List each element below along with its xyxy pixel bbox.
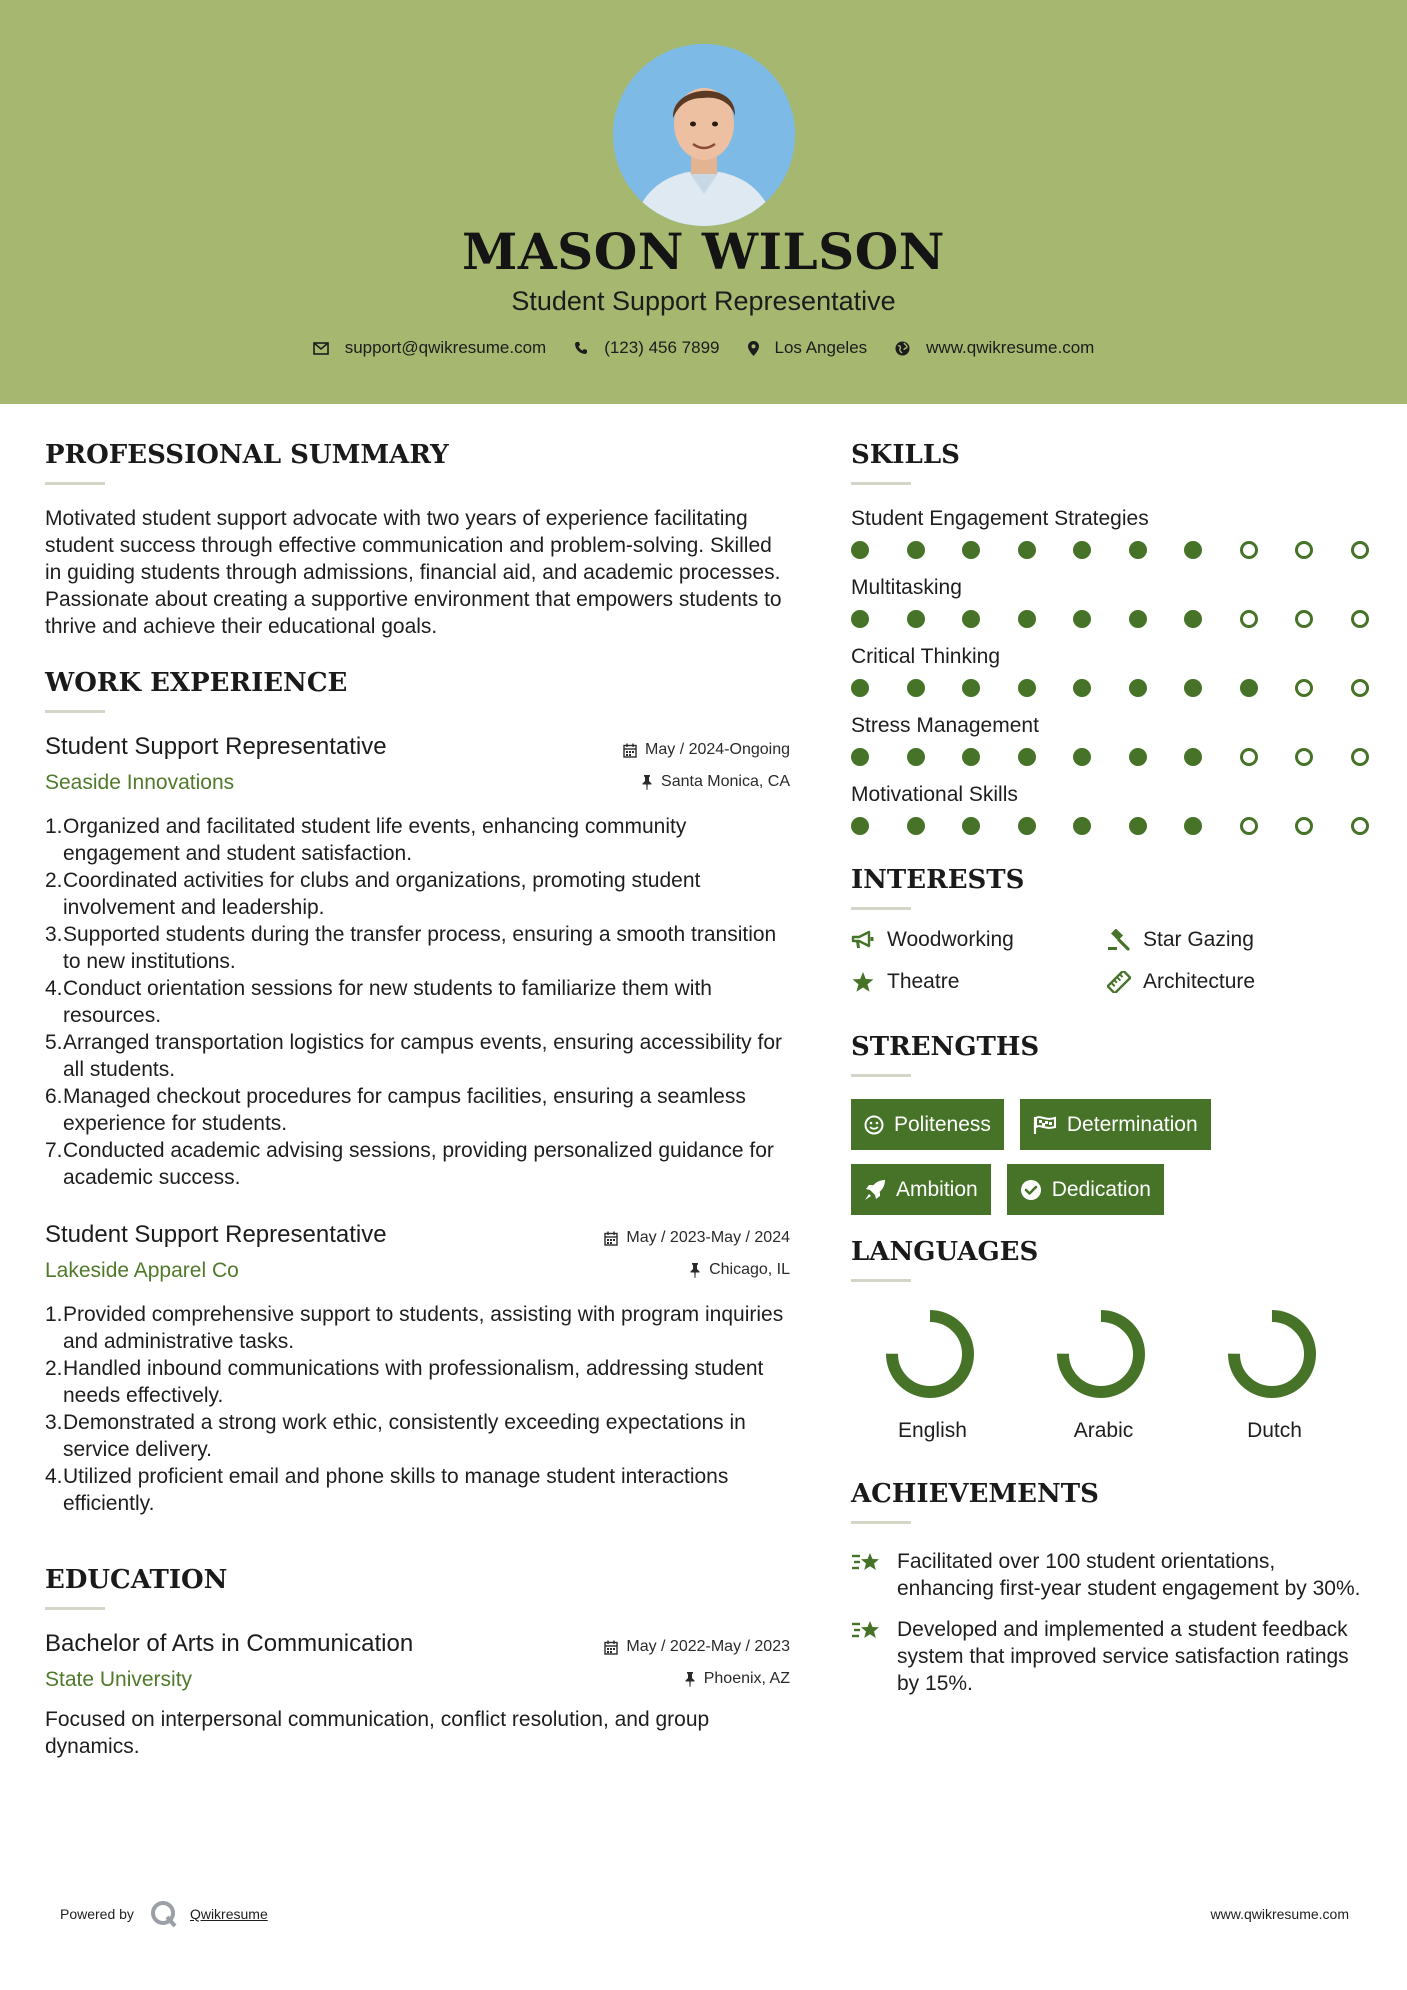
summary-section — [45, 440, 790, 640]
skill-name: Student Engagement Strategies — [851, 507, 1149, 530]
achievements-section — [851, 1479, 1371, 1697]
rating-dot-filled — [1018, 679, 1036, 697]
skill-rating — [851, 748, 1371, 766]
language-item — [851, 1306, 1022, 1443]
candidate-role: Student Support Representative — [511, 286, 896, 316]
rating-dot-filled — [907, 610, 925, 628]
strength-label: Ambition — [896, 1177, 978, 1201]
rating-dot-filled — [1129, 541, 1147, 559]
strength-badge — [851, 1164, 991, 1215]
rating-dot-empty — [1295, 541, 1313, 559]
strength-badge — [1007, 1164, 1164, 1215]
degree-title: Bachelor of Arts in Communication — [45, 1630, 414, 1657]
interest-label: Theatre — [887, 970, 960, 993]
rating-dot-filled — [851, 610, 869, 628]
language-label: English — [898, 1419, 967, 1442]
calendar-icon — [604, 1231, 618, 1246]
achievement-text: Developed and implemented a student feedback system that improved service satisfaction ratings by 15%. — [897, 1618, 1349, 1695]
globe-icon — [895, 341, 910, 356]
rating-dot-filled — [1129, 610, 1147, 628]
skill-name: Multitasking — [851, 576, 962, 599]
company-name: Lakeside Apparel Co — [45, 1259, 239, 1282]
rating-dot-filled — [1184, 610, 1202, 628]
contact-email[interactable] — [313, 338, 547, 358]
section-divider — [45, 482, 105, 485]
experience-section — [45, 668, 790, 1517]
language-level-arc — [1063, 1316, 1139, 1392]
rating-dot-filled — [851, 679, 869, 697]
skills-list — [851, 507, 1371, 835]
rating-dot-filled — [1184, 679, 1202, 697]
job-entry — [45, 733, 790, 1191]
rating-dot-filled — [907, 541, 925, 559]
education-location — [684, 1670, 790, 1688]
section-divider — [851, 907, 911, 910]
section-divider — [851, 1074, 911, 1077]
footer-powered-by — [60, 1900, 268, 1928]
gavel-icon — [1107, 929, 1131, 951]
rating-dot-empty — [1295, 679, 1313, 697]
job-location — [689, 1261, 790, 1279]
languages-title: LANGUAGES — [851, 1237, 1039, 1267]
skill-item — [851, 714, 1371, 766]
list-item: 4. Utilized proficient email and phone skills to manage student interactions efficiently. — [45, 1465, 729, 1515]
flag-icon — [1033, 1115, 1057, 1135]
job-title: Student Support Representative — [45, 1221, 387, 1248]
calendar-icon — [623, 743, 637, 758]
rating-dot-filled — [1018, 748, 1036, 766]
pushpin-icon — [689, 1263, 701, 1278]
skill-name: Motivational Skills — [851, 783, 1018, 806]
job-entry — [45, 1221, 790, 1517]
skill-item — [851, 783, 1371, 835]
strength-badge — [851, 1099, 1004, 1150]
strengths-title: STRENGTHS — [851, 1032, 1040, 1062]
education-description: Focused on interpersonal communication, conflict resolution, and group dynamics. — [45, 1708, 710, 1758]
rating-dot-filled — [962, 679, 980, 697]
rating-dot-filled — [1073, 610, 1091, 628]
job-location-text: Santa Monica, CA — [661, 773, 790, 790]
right-column — [851, 440, 1371, 1697]
job-dates — [604, 1229, 790, 1247]
ruler-icon — [1107, 971, 1131, 993]
language-level-arc — [1234, 1316, 1310, 1392]
job-dates — [623, 741, 790, 759]
rating-dot-filled — [1018, 817, 1036, 835]
job-dates-text: May / 2023-May / 2024 — [626, 1229, 790, 1246]
profile-photo — [613, 44, 795, 226]
left-column — [45, 440, 790, 1760]
qwikresume-logo-icon — [150, 1900, 178, 1928]
rating-dot-filled — [1129, 748, 1147, 766]
strength-badge — [1020, 1099, 1211, 1150]
rating-dot-filled — [907, 817, 925, 835]
strength-label: Determination — [1066, 1112, 1198, 1136]
achievements-title: ACHIEVEMENTS — [851, 1479, 1099, 1509]
shooting-star-icon — [851, 1550, 883, 1576]
section-divider — [851, 1279, 911, 1282]
rating-dot-filled — [1018, 610, 1036, 628]
rating-dot-filled — [1073, 679, 1091, 697]
company-name: Seaside Innovations — [45, 771, 235, 794]
rating-dot-filled — [1073, 817, 1091, 835]
phone-icon — [574, 341, 588, 355]
languages-list — [851, 1306, 1371, 1443]
footer-website[interactable]: www.qwikresume.com — [1210, 1906, 1349, 1922]
summary-title: PROFESSIONAL SUMMARY — [45, 440, 449, 470]
person-illustration — [613, 44, 795, 226]
list-item: 1. Organized and facilitated student life events, enhancing community engagement and student satisfaction. — [45, 815, 687, 865]
resume-header — [0, 0, 1407, 404]
rating-dot-filled — [1129, 679, 1147, 697]
pushpin-icon — [641, 775, 653, 790]
rating-dot-empty — [1240, 610, 1258, 628]
skill-item — [851, 576, 1371, 628]
contact-phone[interactable] — [574, 338, 719, 358]
rating-dot-empty — [1351, 679, 1369, 697]
rating-dot-empty — [1351, 748, 1369, 766]
interest-label: Architecture — [1143, 970, 1256, 993]
section-divider — [45, 710, 105, 713]
megaphone-icon — [851, 930, 875, 950]
languages-section — [851, 1237, 1371, 1443]
list-item: 1. Provided comprehensive support to students, assisting with program inquiries and administrative tasks. — [45, 1303, 784, 1353]
job-bullets — [45, 813, 790, 1191]
rating-dot-filled — [1073, 541, 1091, 559]
rating-dot-filled — [1073, 748, 1091, 766]
interests-section — [851, 865, 1371, 994]
job-location-text: Chicago, IL — [709, 1261, 790, 1278]
rating-dot-filled — [1184, 748, 1202, 766]
rating-dot-empty — [1240, 748, 1258, 766]
interest-item — [1107, 970, 1363, 994]
section-divider — [45, 1607, 105, 1610]
list-item: 4. Conduct orientation sessions for new students to familiarize them with resources. — [45, 977, 712, 1027]
list-item: 3. Supported students during the transfer process, ensuring a smooth transition to new institutions. — [45, 923, 777, 973]
smile-icon — [864, 1115, 884, 1135]
summary-text: Motivated student support advocate with two years of experience facilitating student success through effective communication and problem-solving. Skilled in guiding students through admissions, financial aid, and academic processes. Passionate about creating a supportive environment that empowers students to thrive and achieve their educational goals. — [45, 507, 782, 638]
skill-rating — [851, 679, 1371, 697]
language-label: Dutch — [1247, 1419, 1302, 1442]
rating-dot-filled — [962, 748, 980, 766]
star-icon — [851, 971, 875, 993]
interest-item — [851, 928, 1107, 952]
achievement-item — [851, 1616, 1371, 1697]
pushpin-icon — [684, 1672, 696, 1687]
rating-dot-filled — [907, 679, 925, 697]
interests-list — [851, 928, 1371, 994]
language-label: Arabic — [1073, 1419, 1134, 1442]
phone-text: (123) 456 7899 — [604, 338, 720, 357]
experience-title: WORK EXPERIENCE — [45, 668, 348, 698]
skill-name: Stress Management — [851, 714, 1039, 737]
rating-dot-empty — [1351, 817, 1369, 835]
section-divider — [851, 1521, 911, 1524]
education-location-text: Phoenix, AZ — [703, 1670, 790, 1687]
education-entry — [45, 1630, 790, 1760]
envelope-icon — [313, 342, 329, 355]
language-ring — [1053, 1306, 1149, 1402]
rating-dot-filled — [1184, 541, 1202, 559]
rating-dot-empty — [1351, 610, 1369, 628]
rating-dot-filled — [962, 610, 980, 628]
email-text: support@qwikresume.com — [344, 338, 547, 357]
contact-website[interactable] — [895, 338, 1094, 358]
rating-dot-empty — [1295, 748, 1313, 766]
job-dates-text: May / 2024-Ongoing — [645, 741, 790, 758]
interest-item — [851, 970, 1107, 994]
skill-rating — [851, 610, 1371, 628]
list-item: 2. Coordinated activities for clubs and organizations, promoting student involvement and leadership. — [45, 869, 701, 919]
skills-section — [851, 440, 1371, 835]
skill-rating — [851, 541, 1371, 559]
education-title: EDUCATION — [45, 1565, 228, 1595]
skill-item — [851, 645, 1371, 697]
strengths-section — [851, 1032, 1371, 1215]
school-name: State University — [45, 1668, 193, 1691]
contact-location — [748, 338, 868, 358]
website-text: www.qwikresume.com — [926, 338, 1095, 357]
education-dates-text: May / 2022-May / 2023 — [626, 1638, 790, 1655]
strength-label: Dedication — [1051, 1177, 1151, 1201]
rating-dot-empty — [1295, 610, 1313, 628]
language-ring — [882, 1306, 978, 1402]
rating-dot-filled — [851, 748, 869, 766]
interest-item — [1107, 928, 1363, 952]
rating-dot-filled — [851, 817, 869, 835]
map-pin-icon — [748, 341, 759, 356]
rating-dot-empty — [1240, 541, 1258, 559]
rating-dot-filled — [962, 541, 980, 559]
location-text: Los Angeles — [774, 338, 868, 357]
achievement-item — [851, 1548, 1371, 1602]
list-item: 5. Arranged transportation logistics for campus events, ensuring accessibility for all students. — [45, 1031, 783, 1081]
list-item: 7. Conducted academic advising sessions, providing personalized guidance for academic success. — [45, 1139, 774, 1189]
skills-title: SKILLS — [851, 440, 960, 470]
skill-rating — [851, 817, 1371, 835]
list-item: 2. Handled inbound communications with professionalism, addressing student needs effectively. — [45, 1357, 764, 1407]
strengths-list — [851, 1099, 1371, 1215]
job-title: Student Support Representative — [45, 733, 387, 760]
qwikresume-link[interactable]: Qwikresume — [189, 1906, 268, 1922]
rocket-icon — [864, 1179, 886, 1201]
rating-dot-filled — [1018, 541, 1036, 559]
section-divider — [851, 482, 911, 485]
job-bullets — [45, 1301, 790, 1517]
rating-dot-filled — [1129, 817, 1147, 835]
powered-by-label: Powered by — [60, 1906, 134, 1922]
strength-label: Politeness — [894, 1112, 991, 1136]
rating-dot-empty — [1240, 817, 1258, 835]
rating-dot-empty — [1295, 817, 1313, 835]
rating-dot-filled — [907, 748, 925, 766]
rating-dot-filled — [1184, 817, 1202, 835]
contact-bar — [0, 338, 1407, 358]
language-ring — [1224, 1306, 1320, 1402]
shooting-star-icon — [851, 1618, 883, 1644]
check-circle-icon — [1020, 1179, 1042, 1201]
interest-label: Woodworking — [887, 928, 1014, 951]
calendar-icon — [604, 1640, 618, 1655]
achievement-text: Facilitated over 100 student orientations, enhancing first-year student engagement by 30%. — [897, 1550, 1361, 1600]
education-section — [45, 1565, 790, 1760]
rating-dot-filled — [851, 541, 869, 559]
list-item: 3. Demonstrated a strong work ethic, consistently exceeding expectations in service delivery. — [45, 1411, 746, 1461]
rating-dot-filled — [962, 817, 980, 835]
list-item: 6. Managed checkout procedures for campus facilities, ensuring a seamless experience for students. — [45, 1085, 746, 1135]
education-dates — [604, 1638, 790, 1656]
candidate-name: MASON WILSON — [462, 222, 945, 281]
job-location — [641, 773, 790, 791]
rating-dot-filled — [1240, 679, 1258, 697]
skill-name: Critical Thinking — [851, 645, 1000, 668]
interests-title: INTERESTS — [851, 865, 1025, 895]
rating-dot-empty — [1351, 541, 1369, 559]
language-item — [1193, 1306, 1364, 1443]
skill-item — [851, 507, 1371, 559]
language-item — [1022, 1306, 1193, 1443]
interest-label: Star Gazing — [1143, 928, 1254, 951]
language-level-arc — [892, 1316, 968, 1392]
